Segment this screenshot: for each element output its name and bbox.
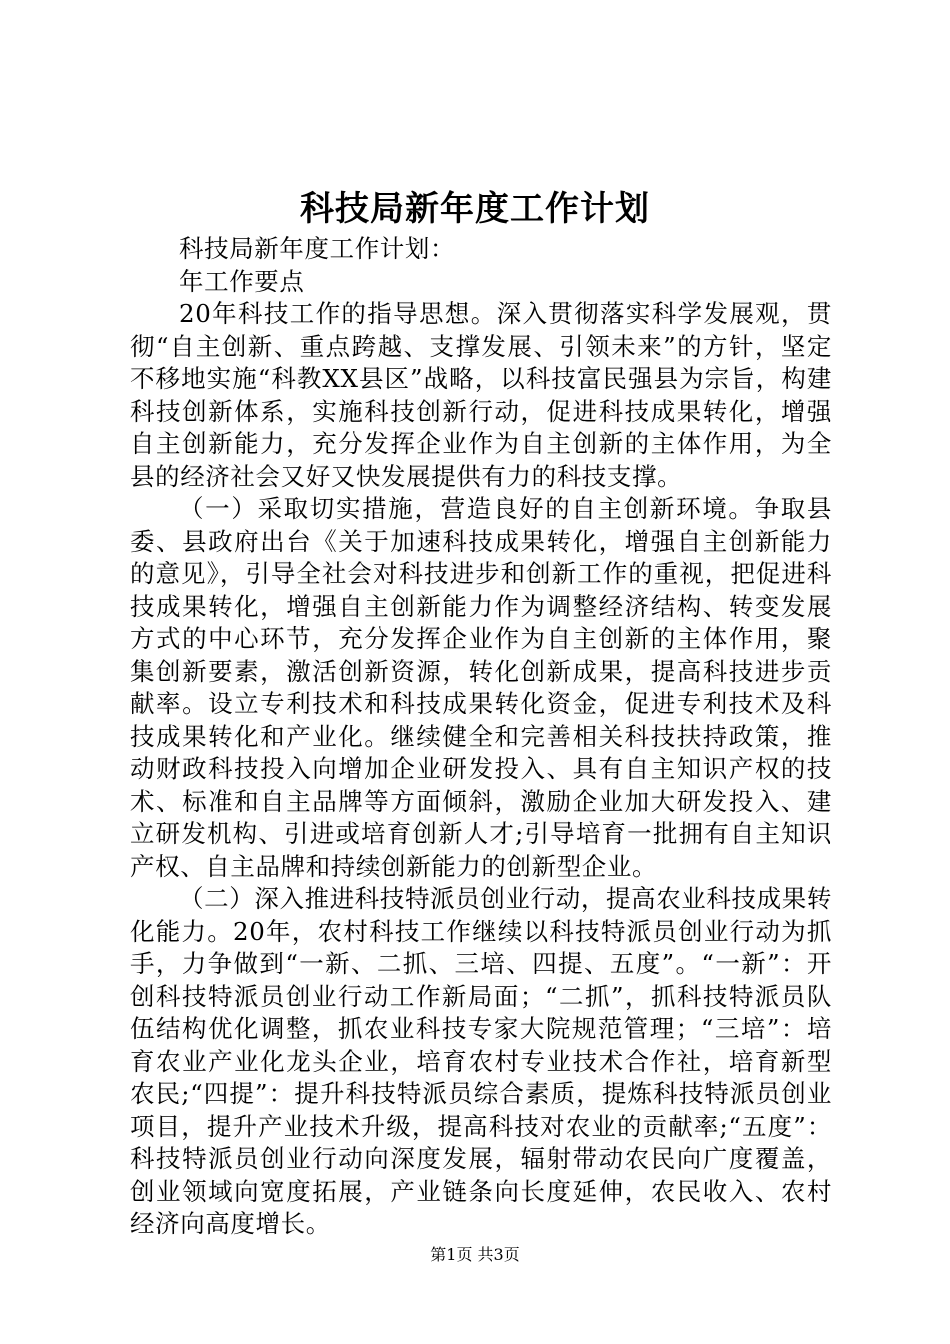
document-body — [130, 233, 832, 1241]
paragraph-heading: 年工作要点 — [179, 266, 305, 296]
paragraph-section-two: （二）深入推进科技特派员创业行动，提高农业科技成果转化能力。20年，农村科技工作继续以科技特派员创业行动为抓手，力争做到“一新、二抓、三培、四提、五度”。“一新”：开创科技特派员创业行动工作新局面；“二抓”，抓科技特派员队伍结构优化调整，抓农业科技专家大院规范管理；“三培”：培育农业产业化龙头企业，培育农村专业技术合作社，培育新型农民;“四提”：提升科技特派员综合素质，提炼科技特派员创业项目，提升产业技术升级，提高科技对农业的贡献率;“五度”：科技特派员创业行动向深度发展，辐射带动农民向广度覆盖，创业领域向宽度拓展，产业链条向长度延伸，农民收入、农村经济向高度增长。 — [130, 884, 832, 1238]
paragraph-section-one: （一）采取切实措施，营造良好的自主创新环境。争取县委、县政府出台《关于加速科技成果转化，增强自主创新能力的意见》，引导全社会对科技进步和创新工作的重视，把促进科技成果转化，增强自主创新能力作为调整经济结构、转变发展方式的中心环节，充分发挥企业作为自主创新的主体作用，聚集创新要素，激活创新资源，转化创新成果，提高科技进步贡献率。设立专利技术和科技成果转化资金，促进专利技术及科技成果转化和产业化。继续健全和完善相关科技扶持政策，推动财政科技投入向增加企业研发投入、具有自主知识产权的技术、标准和自主品牌等方面倾斜，激励企业加大研发投入、建立研发机构、引进或培育创新人才;引导培育一批拥有自主知识产权、自主品牌和持续创新能力的创新型企业。 — [130, 494, 832, 881]
document-title: 科技局新年度工作计划 — [300, 189, 650, 229]
paragraph-intro: 科技局新年度工作计划： — [179, 234, 456, 263]
page-number-footer: 第1页 共3页 — [430, 1245, 520, 1264]
paragraph-guiding-thought: 20年科技工作的指导思想。深入贯彻落实科学发展观，贯彻“自主创新、重点跨越、支撑发展、引领未来”的方针，坚定不移地实施“科教XX县区”战略，以科技富民强县为宗旨，构建科技创新体系，实施科技创新行动，促进科技成果转化，增强自主创新能力，充分发挥企业作为自主创新的主体作用，为全县的经济社会又好又快发展提供有力的科技支撑。 — [130, 299, 832, 491]
